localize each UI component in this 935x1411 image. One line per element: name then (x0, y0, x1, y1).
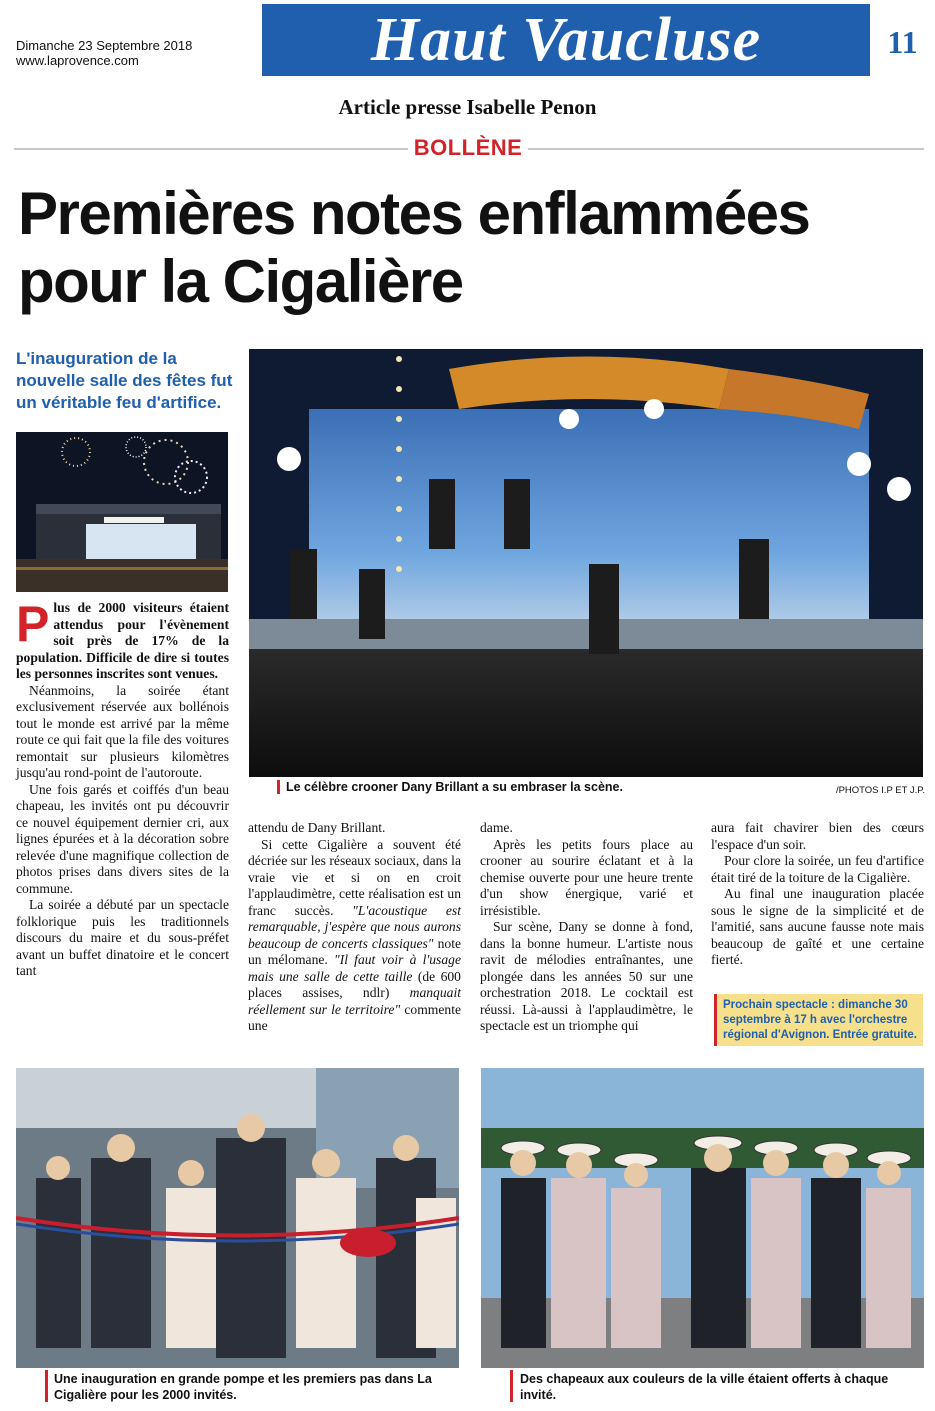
caption-hats: Des chapeaux aux couleurs de la ville étaient offerts à chaque invité. (520, 1372, 889, 1402)
headline-line-2: pour la Cigalière (18, 248, 463, 315)
building-night-illustration (16, 432, 228, 592)
article-headline (18, 180, 923, 316)
col2-quote-2: "Il faut voir à l'usage mais une salle de cette taille (248, 952, 461, 984)
section-masthead (262, 4, 870, 76)
col2-paragraph-1: attendu de Dany Brillant. (248, 820, 386, 835)
col1-paragraph-2: Néanmoins, la soirée étant exclusivement réservée aux bollénois tout le monde est arrivé par la même route ce qui fait que la file des voitures remontait sur plusieurs kilomètres jusqu'au rond-point de l'autoroute. (16, 682, 229, 780)
col1-paragraph-3: Une fois garés et coiffés d'un beau chapeau, les invités ont pu découvrir ce nouvel équipement dernier cri, aux lignes épurées et à la décoration sobre relevée d'une magnifique collection de photos prises dans divers sites de la commune. (16, 781, 229, 896)
concert-stage-photo (249, 349, 923, 777)
press-credit-line: Article presse Isabelle Penon (338, 95, 597, 119)
col1-paragraph-1: lus de 2000 visiteurs étaient attendus pour l'évènement soit près de 17% de la population. Difficile de dire si toutes les personnes inscrites sont venues. (16, 600, 229, 681)
drop-cap: P (16, 596, 50, 652)
article-column-2 (248, 820, 461, 1035)
building-night-photo (16, 432, 228, 592)
concert-stage-illustration (249, 349, 923, 777)
hats-group-illustration (481, 1068, 924, 1368)
photo-credit: /PHOTOS I.P ET J.P. (835, 785, 925, 796)
col3-paragraph-2: Après les petits fours place au crooner au sourire éclatant et à la chemise ouverte pour une heure trente d'un show énergique, varié et irrésistible. (480, 836, 693, 918)
article-column-1 (16, 596, 229, 980)
col3-paragraph-1: dame. (480, 820, 513, 835)
col2-quote-1: "L'acoustique est remarquable, j'espère que nous aurons beaucoup de concerts classiques" (248, 902, 461, 951)
article-lede: L'inauguration de la nouvelle salle des fêtes fut un véritable feu d'artifice. (16, 349, 233, 412)
caption-bar-ribbon (45, 1370, 48, 1402)
caption-bar-main (277, 780, 280, 794)
ribbon-cutting-illustration (16, 1068, 459, 1368)
rubric-rule-left (14, 148, 408, 150)
caption-ribbon: Une inauguration en grande pompe et les premiers pas dans La Cigalière pour les 2000 invités. (54, 1372, 432, 1402)
col3-paragraph-3: Sur scène, Dany se donne à fond, dans la bonne humeur. L'artiste nous ravit de mélodies entraînantes, une plongée dans les années 50 sur une orchestration 2018. Le cocktail est réussi. Là-aussi à l'applaudimètre, le spectacle est un triomphe qui (480, 919, 693, 1033)
col2-text-c: (de 600 places assises, ndlr) (248, 968, 461, 1000)
col4-paragraph-3: Au final une inauguration placée sous le signe de la simplicité et de l'amitié, sans aucune fausse note mais beaucoup de gaîté et une certaine fierté. (711, 886, 924, 967)
header-date: Dimanche 23 Septembre 2018 (16, 38, 193, 53)
hats-group-photo (481, 1068, 924, 1368)
caption-bar-hats (510, 1370, 513, 1402)
col2-text-d: commente une (248, 1001, 462, 1033)
col2-paragraph-2 (248, 837, 461, 1035)
col4-paragraph-1: aura fait chavirer bien des cœurs l'espace d'un soir. (711, 820, 924, 852)
rubric-rule-right (528, 148, 924, 150)
col2-quote-3: manquait réellement sur le territoire" (248, 985, 461, 1017)
col4-paragraph-2: Pour clore la soirée, un feu d'artifice était tiré de la toiture de la Cigalière. (711, 853, 924, 885)
caption-main: Le célèbre crooner Dany Brillant a su embraser la scène. (286, 780, 623, 794)
article-column-4 (711, 820, 924, 969)
section-title: Haut Vaucluse (370, 6, 762, 74)
col2-text-a: Si cette Cigalière a souvent été décriée sur les réseaux sociaux, dans la vraie vie et si on en croit l'applaudimètre, cette réalisation est un franc succès. (248, 836, 461, 918)
next-show-box: Prochain spectacle : dimanche 30 septembre à 17 h avec l'orchestre régional d'Avignon. Entrée gratuite. (714, 994, 923, 1046)
header-website: www.laprovence.com (16, 53, 139, 68)
ribbon-cutting-photo (16, 1068, 459, 1368)
col2-text-b: note un mélomane. (248, 935, 462, 967)
rubric-label: BOLLÈNE (413, 135, 523, 160)
headline-line-1: Premières notes enflammées (18, 180, 810, 247)
page-number: 11 (887, 24, 918, 60)
article-column-3 (480, 820, 693, 1035)
col1-paragraph-4: La soirée a débuté par un spectacle folklorique puis les traditionnels discours du maire et du sous-préfet avant un buffet dinatoire et le concert tant (16, 897, 229, 978)
